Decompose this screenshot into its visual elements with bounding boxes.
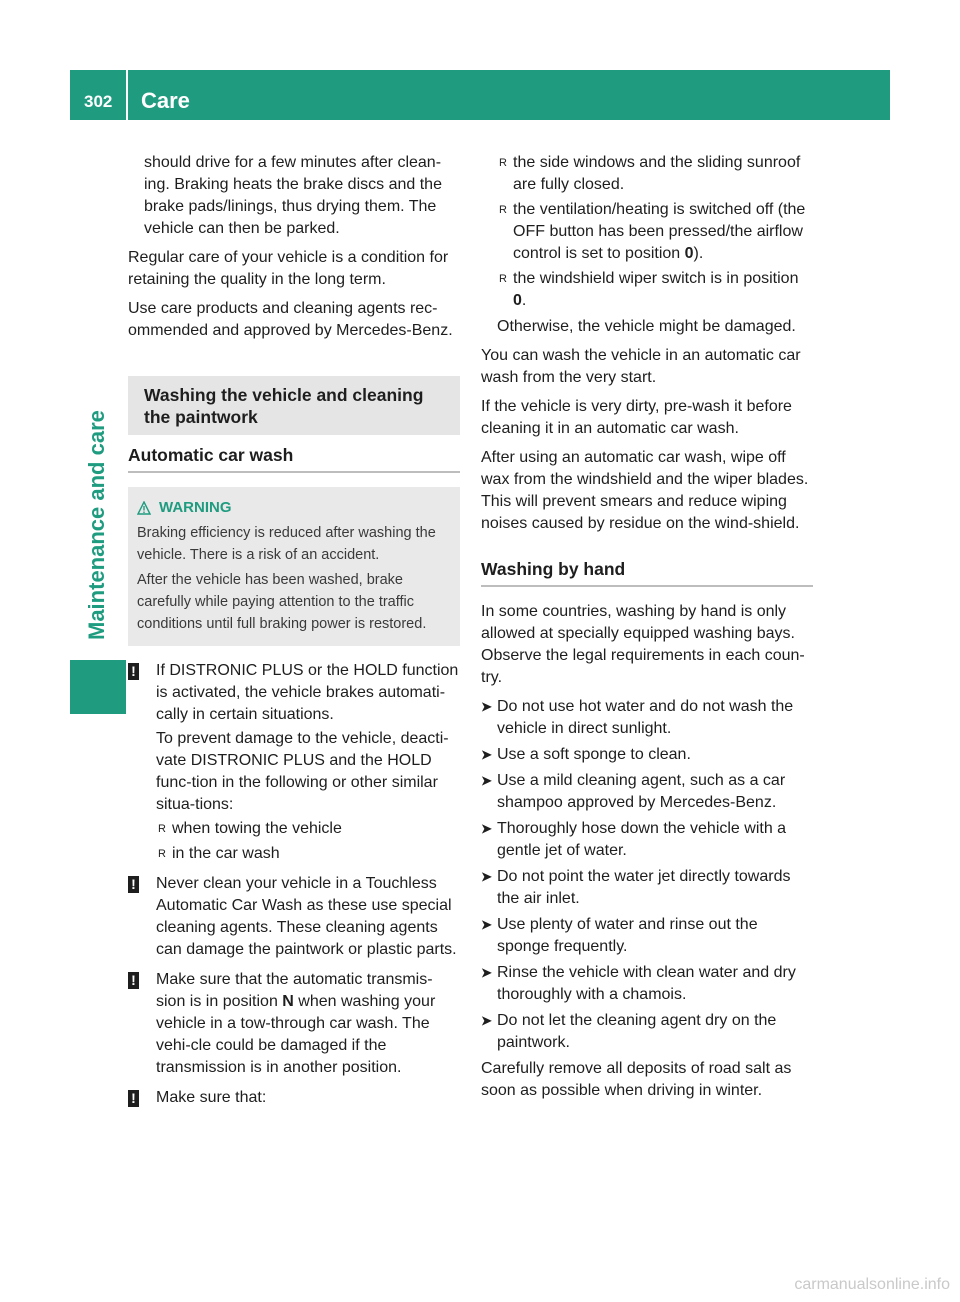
notice-touchless [128,873,460,961]
side-tab-marker [70,660,126,714]
bullet-icon: R [499,273,507,285]
arrow-right-icon: ➤ [481,747,492,762]
step-item: ➤ Do not use hot water and do not wash the vehicle in direct sunlight. [481,698,794,737]
exclamation-icon: ! [128,1090,139,1107]
step-item: ➤ Use a soft sponge to clean. [481,744,813,766]
warning-text-2: After the vehicle has been washed, brake carefully while paying attention to the traffic conditions until full braking power is restored. [137,572,427,632]
exclamation-icon: ! [128,663,139,680]
exclamation-icon: ! [128,876,139,893]
products-paragraph: Use care products and cleaning agents rec-ommended and approved by Mercedes-Benz. [128,300,453,339]
list-item: R in the car wash [156,843,460,865]
right-column [481,152,813,1109]
washing-by-hand-heading: Washing by hand [481,549,813,587]
header-divider [126,70,128,120]
arrow-right-icon: ➤ [481,1013,492,1028]
notice-make-sure [128,1087,460,1109]
arrow-right-icon: ➤ [481,821,492,836]
side-tab-label: Maintenance and care [84,410,109,640]
bullet-icon: R [499,157,507,169]
left-column [128,152,460,1117]
hand-wash-paragraph: In some countries, washing by hand is only allowed at specially equipped washing bays. Observe the legal requirements in each coun-try. [481,603,805,686]
list-item: R when towing the vehicle [156,818,460,840]
notice-distronic-text-2: To prevent damage to the vehicle, deacti-vate DISTRONIC PLUS and the HOLD func-tion in the following or other similar situa-tions: [156,730,449,813]
list-item: R the side windows and the sliding sunroof are fully closed. [499,154,801,193]
step-item: ➤ Rinse the vehicle with clean water and dry thoroughly with a chamois. [481,964,796,1003]
intro-paragraph: should drive for a few minutes after clean-ing. Braking heats the brake discs and the brake pads/linings, thus drying them. The vehicle can then be parked. [144,154,442,237]
warning-text-1: Braking efficiency is reduced after washing the vehicle. There is a risk of an accident. [137,525,436,563]
list-item: R the ventilation/heating is switched off (the OFF button has been pressed/the airflow control is set to position 0). [499,201,806,262]
bullet-icon: R [158,823,166,835]
arrow-right-icon: ➤ [481,699,492,714]
notice-transmission [128,969,460,1079]
arrow-right-icon: ➤ [481,917,492,932]
warning-triangle-icon [137,501,151,515]
watermark[interactable]: carmanualsonline.info [794,1276,950,1293]
step-item: ➤ Use plenty of water and rinse out the sponge frequently. [481,916,758,955]
bullet-icon: R [158,848,166,860]
step-item: ➤ Use a mild cleaning agent, such as a car shampoo approved by Mercedes-Benz. [481,772,786,811]
arrow-right-icon: ➤ [481,773,492,788]
warning-title [137,497,450,519]
step-item: ➤ Thoroughly hose down the vehicle with a gentle jet of water. [481,820,787,859]
arrow-right-icon: ➤ [481,869,492,884]
closing-paragraph: Carefully remove all deposits of road salt as soon as possible when driving in winter. [481,1060,792,1099]
section-heading: Washing the vehicle and cleaning the paintwork [128,376,460,435]
otherwise-text: Otherwise, the vehicle might be damaged. [497,318,796,335]
exclamation-icon: ! [128,972,139,989]
automatic-car-wash-heading: Automatic car wash [128,435,460,473]
auto-wash-paragraph: You can wash the vehicle in an automatic car wash from the very start. [481,347,801,386]
prewash-paragraph: If the vehicle is very dirty, pre-wash it before cleaning it in an automatic car wash. [481,398,792,437]
notice-distronic [128,660,460,865]
warning-title-text: WARNING [159,499,232,516]
notice-make-sure-text: Make sure that: [156,1089,267,1106]
step-item: ➤ Do not point the water jet directly towards the air inlet. [481,868,791,907]
notice-distronic-text-1: If DISTRONIC PLUS or the HOLD function is activated, the vehicle brakes automati-cally in certain situations. [156,662,459,723]
page-number: 302 [84,92,113,111]
warning-box [128,487,460,646]
care-paragraph: Regular care of your vehicle is a condition for retaining the quality in the long term. [128,249,449,288]
wax-paragraph: After using an automatic car wash, wipe off wax from the windshield and the wiper blades. This will prevent smears and reduce wiping noises caused by residue on the wind-shield. [481,449,809,532]
notice-transmission-text: Make sure that the automatic transmis-sion is in position N when washing your vehicle in a tow-through car wash. The vehi-cle could be damaged if the transmission is in another position. [156,971,436,1076]
page-title: Care [141,88,190,113]
arrow-right-icon: ➤ [481,965,492,980]
bullet-icon: R [499,204,507,216]
notice-touchless-text: Never clean your vehicle in a Touchless Automatic Car Wash as these use special cleaning agents. These cleaning agents can damage the paintwork or plastic parts. [156,875,457,958]
step-item: ➤ Do not let the cleaning agent dry on the paintwork. [481,1012,777,1051]
header-bar [70,70,890,120]
list-item: R the windshield wiper switch is in position 0. [499,270,799,309]
